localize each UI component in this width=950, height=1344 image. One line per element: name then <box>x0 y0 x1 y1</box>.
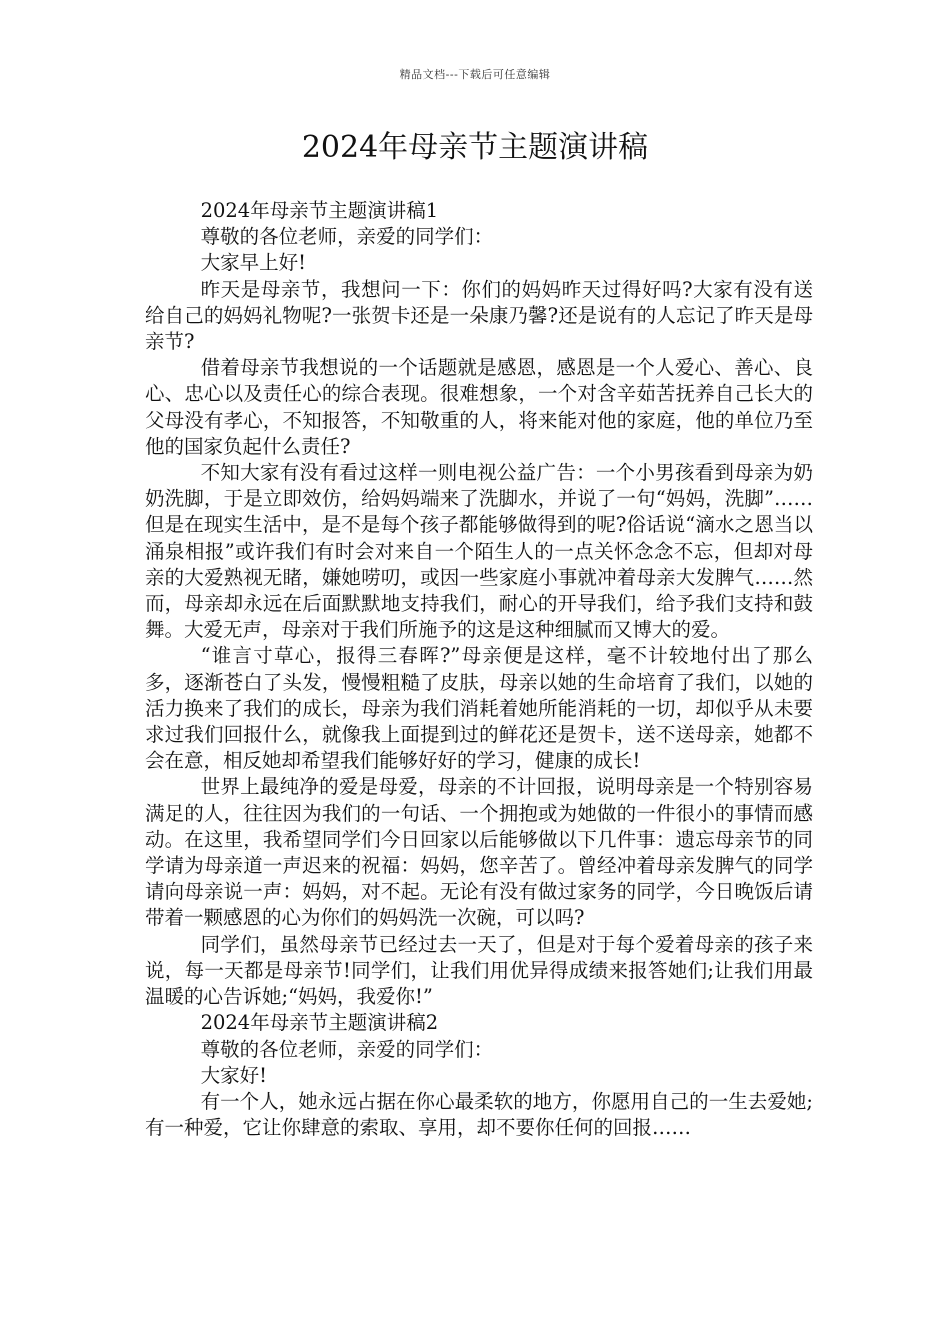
greeting-2: 大家好! <box>200 1063 267 1087</box>
body-paragraph: 不知大家有没有看过这样一则电视公益广告：一个小男孩看到母亲为奶奶洗脚，于是立即效仿，给妈妈端来了洗脚水，并说了一句“妈妈，洗脚”……但是在现实生活中，是不是每个孩子都能够做得到的呢?俗话说“滴水之恩当以涌泉相报”或许我们有时会对来自一个陌生人的一点关怀念念不忘，但却对母亲的大爱熟视无睹，嫌她唠叨，或因一些家庭小事就冲着母亲大发脾气……然而，母亲却永远在后面默默地支持我们，耐心的开导我们，给予我们支持和鼓舞。大爱无声，母亲对于我们所施予的这是这种细腻而又博大的爱。 <box>145 461 813 642</box>
body-paragraph: 借着母亲节我想说的一个话题就是感恩，感恩是一个人爱心、善心、良心、忠心以及责任心的综合表现。很难想象，一个对含辛茹苦抚养自己长大的父母没有孝心，不知报答，不知敬重的人，将来能对他的家庭，他的单位乃至他的国家负起什么责任? <box>145 356 813 458</box>
greeting-1: 大家早上好! <box>200 251 306 275</box>
body-paragraph: 同学们，虽然母亲节已经过去一天了，但是对于每个爱着母亲的孩子来说，每一天都是母亲节!同学们，让我们用优异得成绩来报答她们;让我们用最温暖的心告诉她;“妈妈，我爱你!” <box>145 932 813 1009</box>
document-body <box>145 198 813 1141</box>
section-heading-1: 2024年母亲节主题演讲稿1 <box>200 199 439 222</box>
body-paragraph: 昨天是母亲节，我想问一下：你们的妈妈昨天过得好吗?大家有没有送给自己的妈妈礼物呢?一张贺卡还是一朵康乃馨?还是说有的人忘记了昨天是母亲节? <box>145 277 813 354</box>
salutation-2: 尊敬的各位老师，亲爱的同学们： <box>200 1037 494 1061</box>
body-paragraph: 有一个人，她永远占据在你心最柔软的地方，你愿用自己的一生去爱她;有一种爱，它让你肆意的索取、享用，却不要你任何的回报…… <box>145 1089 813 1140</box>
body-paragraph: “谁言寸草心，报得三春晖?”母亲便是这样，毫不计较地付出了那么多，逐渐苍白了头发，慢慢粗糙了皮肤，母亲以她的生命培育了我们，以她的活力换来了我们的成长，母亲为我们消耗着她所能消耗的一切，却似乎从未要求过我们回报什么，就像我上面提到过的鲜花还是贺卡，送不送母亲，她都不会在意，相反她却希望我们能够好好的学习，健康的成长! <box>145 644 813 773</box>
header-note: 精品文档---下载后可任意编辑 <box>399 68 551 81</box>
document-title: 2024年母亲节主题演讲稿 <box>301 130 649 165</box>
section-heading-2: 2024年母亲节主题演讲稿2 <box>200 1011 439 1035</box>
salutation-1: 尊敬的各位老师，亲爱的同学们： <box>200 225 494 249</box>
body-paragraph: 世界上最纯净的爱是母爱，母亲的不计回报，说明母亲是一个特别容易满足的人，往往因为我们的一句话、一个拥抱或为她做的一件很小的事情而感动。在这里，我希望同学们今日回家以后能够做以下几件事：遗忘母亲节的同学请为母亲道一声迟来的祝福：妈妈，您辛苦了。曾经冲着母亲发脾气的同学请向母亲说一声：妈妈，对不起。无论有没有做过家务的同学，今日晚饭后请带着一颗感恩的心为你们的妈妈洗一次碗，可以吗? <box>145 775 813 930</box>
